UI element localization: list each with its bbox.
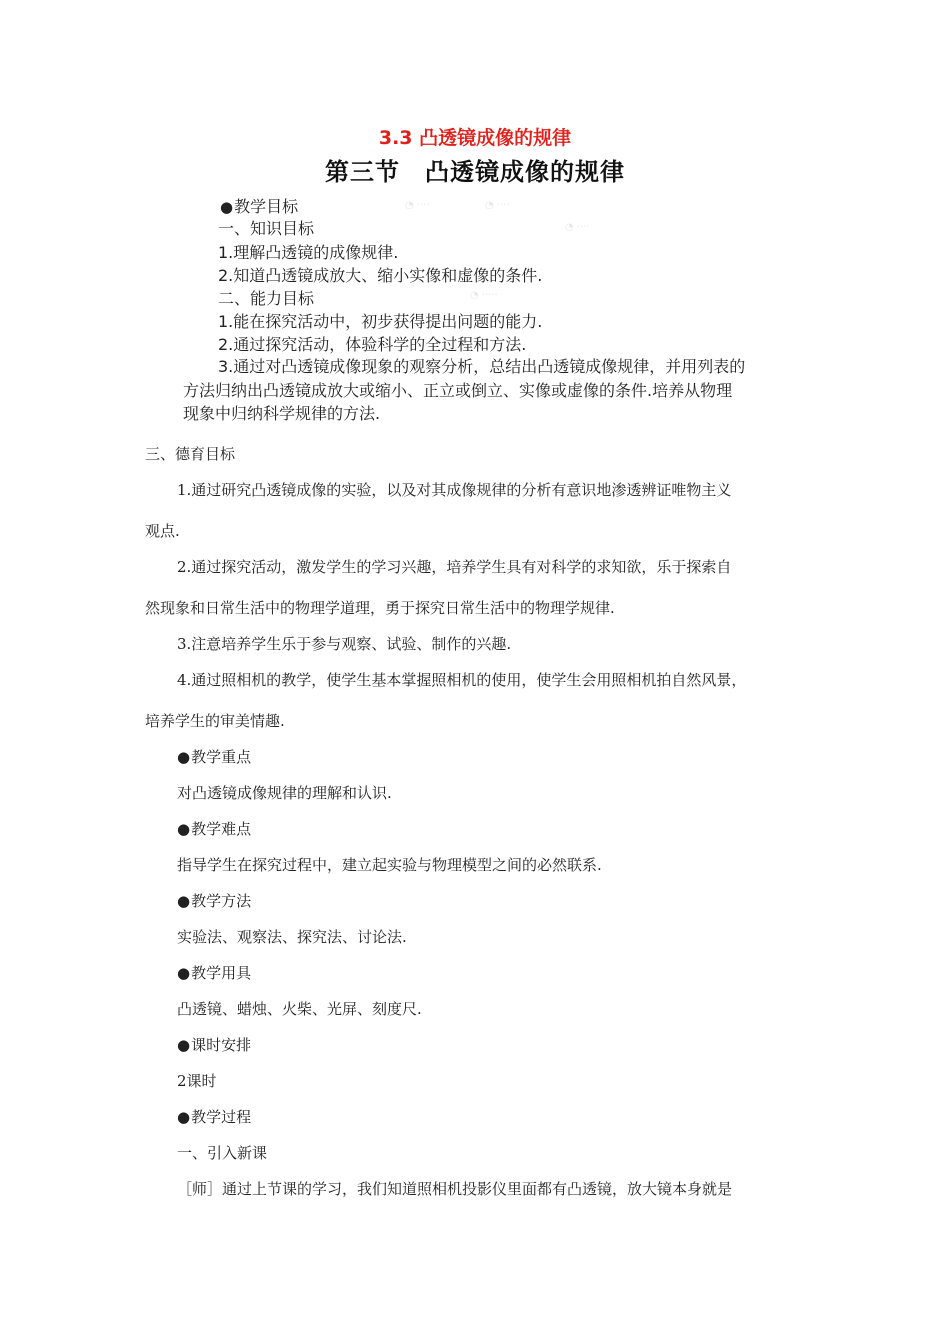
- methods-heading: ● 教学方法: [177, 890, 251, 911]
- schedule-text: 2课时: [177, 1072, 217, 1090]
- red-title: 3.3 凸透镜成像的规律: [378, 127, 572, 149]
- ability-item-3-line-2: 方法归纳出凸透镜成放大或缩小、正立或倒立、实像或虚像的条件.培养从物理: [183, 381, 733, 400]
- watermark-mark: ◔ ····: [565, 222, 590, 233]
- knowledge-item-2: 2.知道凸透镜成放大、缩小实像和虚像的条件.: [218, 266, 543, 285]
- difficulties-text: 指导学生在探究过程中，建立起实验与物理模型之间的必然联系.: [177, 856, 602, 874]
- knowledge-item-1: 1.理解凸透镜的成像规律.: [218, 243, 399, 262]
- moral-item-3: 3.注意培养学生乐于参与观察、试验、制作的兴趣.: [177, 635, 512, 653]
- ability-item-3-line-1: 3.通过对凸透镜成像现象的观察分析，总结出凸透镜成像规律，并用列表的: [218, 357, 746, 376]
- tools-heading: ● 教学用具: [177, 962, 251, 983]
- moral-item-1-line-2: 观点.: [145, 522, 180, 540]
- key-points-text: 对凸透镜成像规律的理解和认识.: [177, 784, 392, 802]
- moral-item-2-line-1: 2.通过探究活动，激发学生的学习兴趣，培养学生具有对科学的求知欲，乐于探索自: [177, 558, 732, 576]
- difficulties-heading: ● 教学难点: [177, 818, 251, 839]
- tools-text: 凸透镜、蜡烛、火柴、光屏、刻度尺.: [177, 1000, 422, 1018]
- ability-title: 二、能力目标: [218, 289, 315, 308]
- moral-item-1-line-1: 1.通过研究凸透镜成像的实验，以及对其成像规律的分析有意识地渗透辨证唯物主义: [177, 481, 732, 499]
- ability-item-1: 1.能在探究活动中，初步获得提出问题的能力.: [218, 312, 543, 331]
- moral-item-4-line-1: 4.通过照相机的教学，使学生基本掌握照相机的使用，使学生会用照相机拍自然风景，: [177, 671, 747, 689]
- moral-item-2-line-2: 然现象和日常生活中的物理学道理，勇于探究日常生活中的物理学规律.: [145, 599, 615, 617]
- methods-text: 实验法、观察法、探究法、讨论法.: [177, 928, 407, 946]
- process-heading: ● 教学过程: [177, 1106, 251, 1127]
- moral-item-4-line-2: 培养学生的审美情趣.: [145, 712, 285, 730]
- watermark-mark: ◔ ····: [405, 200, 430, 211]
- intro-title: 一、引入新课: [177, 1144, 268, 1162]
- watermark-mark: ◔ ·····: [470, 290, 498, 301]
- key-points-heading: ● 教学重点: [177, 746, 251, 767]
- schedule-heading: ● 课时安排: [177, 1034, 251, 1055]
- intro-text: ［师］通过上节课的学习，我们知道照相机投影仪里面都有凸透镜，放大镜本身就是: [177, 1180, 733, 1198]
- ability-item-3-line-3: 现象中归纳科学规律的方法.: [183, 404, 381, 423]
- moral-title: 三、德育目标: [145, 445, 236, 463]
- ability-item-2: 2.通过探究活动，体验科学的全过程和方法.: [218, 335, 527, 354]
- knowledge-title: 一、知识目标: [218, 219, 315, 238]
- objectives-heading: ● 教学目标: [220, 194, 298, 217]
- page-title: 第三节 凸透镜成像的规律: [325, 157, 625, 186]
- watermark-mark: ◔ ····: [485, 200, 510, 211]
